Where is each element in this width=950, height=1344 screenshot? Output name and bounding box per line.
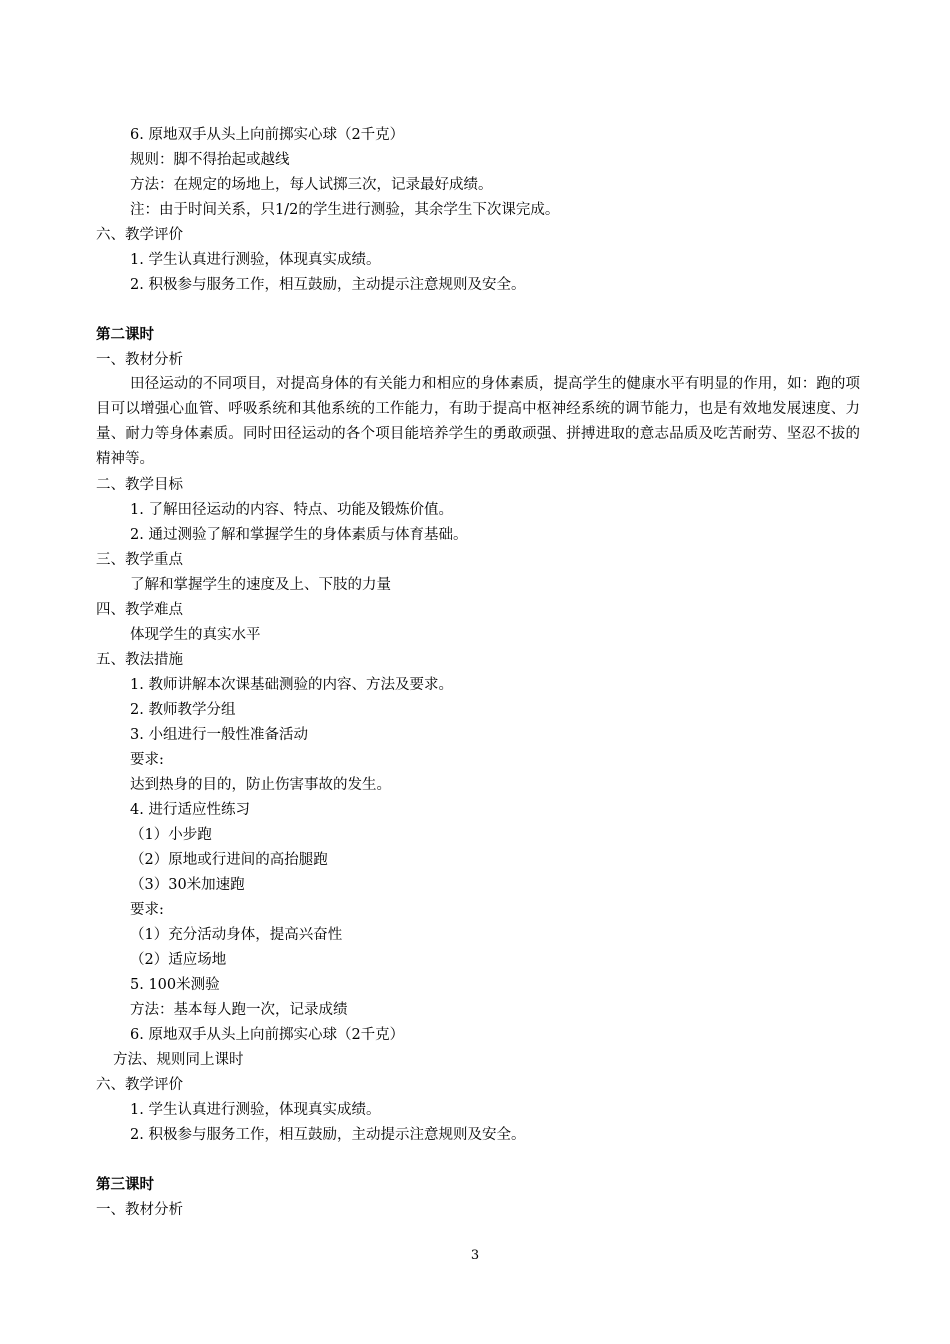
section-material-analysis-heading-3: 一、教材分析 [96,1202,183,1218]
objective-item-1: 1. 了解田径运动的内容、特点、功能及锻炼价值。 [130,502,453,518]
sub-item-30m-sprint: （3）30米加速跑 [130,877,245,893]
evaluation-item-2: 2. 积极参与服务工作，相互鼓励，主动提示注意规则及安全。 [130,277,526,293]
requirement-label-1: 要求: [130,752,164,768]
difficulties-text: 体现学生的真实水平 [130,627,261,643]
method-item-5: 5. 100米测验 [130,977,220,993]
sub-item-high-knees: （2）原地或行进间的高抬腿跑 [130,852,328,868]
rule-line: 规则：脚不得抬起或越线 [130,152,290,168]
section-methods-heading: 五、教法措施 [96,652,183,668]
section-difficulties-heading: 四、教学难点 [96,602,183,618]
evaluation-item-1-b: 1. 学生认真进行测验，体现真实成绩。 [130,1102,381,1118]
objective-item-2: 2. 通过测验了解和掌握学生的身体素质与体育基础。 [130,527,468,543]
material-analysis-paragraph: 田径运动的不同项目，对提高身体的有关能力和相应的身体素质，提高学生的健康水平有明显的作用，如：跑的项目可以增强心血管、呼吸系统和其他系统的工作能力，有助于提高中枢神经系统的调节能力，也是有效地发展速度、力量、耐力等身体素质。同时田径运动的各个项目能培养学生的勇敢顽强、拼搏进取的意志品质及吃苦耐劳、坚忍不拔的精神等。 [96,376,860,467]
section-material-analysis-heading: 一、教材分析 [96,352,183,368]
method-item-3: 3. 小组进行一般性准备活动 [130,727,308,743]
requirement-sub-1: （1）充分活动身体，提高兴奋性 [130,927,343,943]
evaluation-item-2-b: 2. 积极参与服务工作，相互鼓励，主动提示注意规则及安全。 [130,1127,526,1143]
method-line: 方法：在规定的场地上，每人试掷三次，记录最好成绩。 [130,177,493,193]
method-item-4: 4. 进行适应性练习 [130,802,250,818]
item-shot-put: 6. 原地双手从头上向前掷实心球（2千克） [130,127,405,143]
requirement-sub-2: （2）适应场地 [130,952,227,968]
page-number: 3 [470,1248,480,1263]
requirement-text-1: 达到热身的目的，防止伤害事故的发生。 [130,777,391,793]
method-item-2: 2. 教师教学分组 [130,702,236,718]
method-item-6: 6. 原地双手从头上向前掷实心球（2千克） [130,1027,405,1043]
evaluation-item-1: 1. 学生认真进行测验，体现真实成绩。 [130,252,381,268]
section-evaluation-heading: 六、教学评价 [96,227,183,243]
method-100m-text: 方法：基本每人跑一次，记录成绩 [130,1002,348,1018]
requirement-label-2: 要求: [130,902,164,918]
section-objectives-heading: 二、教学目标 [96,477,183,493]
key-points-text: 了解和掌握学生的速度及上、下肢的力量 [130,577,391,593]
lesson-2-heading: 第二课时 [96,326,154,343]
lesson-3-heading: 第三课时 [96,1176,154,1193]
same-as-previous-text: 方法、规则同上课时 [113,1052,244,1068]
note-line: 注：由于时间关系，只1/2的学生进行测验，其余学生下次课完成。 [130,202,560,218]
sub-item-small-steps: （1）小步跑 [130,827,212,843]
section-key-points-heading: 三、教学重点 [96,552,183,568]
method-item-1: 1. 教师讲解本次课基础测验的内容、方法及要求。 [130,677,453,693]
section-evaluation-heading-2: 六、教学评价 [96,1077,183,1093]
